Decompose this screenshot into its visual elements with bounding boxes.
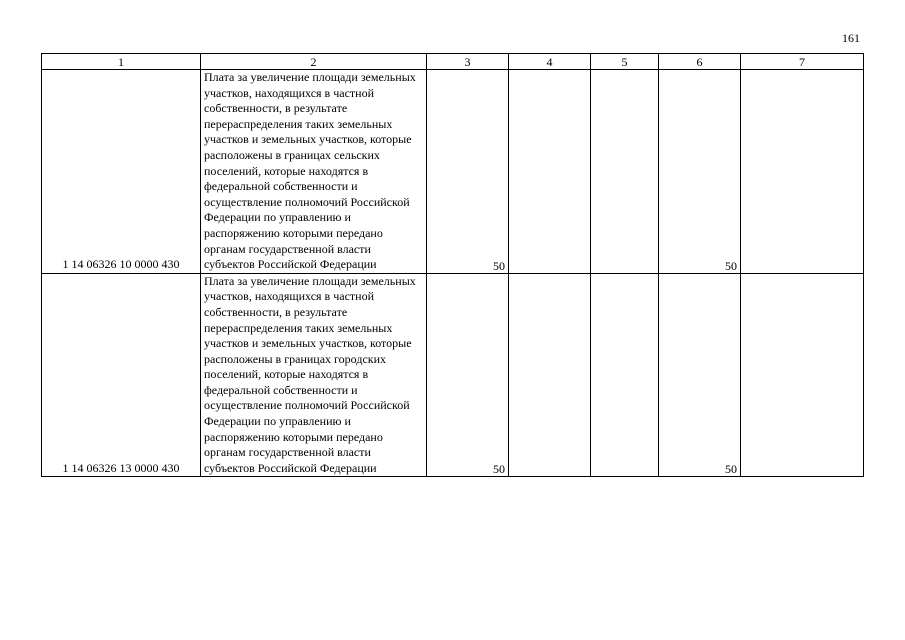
column-header-7: 7 (741, 54, 864, 70)
value-cell-col3: 50 (427, 70, 509, 274)
column-header-5: 5 (591, 54, 659, 70)
value-cell-col5 (591, 273, 659, 477)
column-header-1: 1 (42, 54, 201, 70)
value-cell-col7 (741, 70, 864, 274)
value-cell-col5 (591, 70, 659, 274)
value-cell-col7 (741, 273, 864, 477)
value-cell-col4 (509, 70, 591, 274)
column-header-3: 3 (427, 54, 509, 70)
table-header-row (42, 54, 864, 70)
page-number: 161 (842, 31, 860, 45)
value-cell-col6: 50 (659, 273, 741, 477)
table-row (42, 273, 864, 477)
revenue-table (41, 53, 864, 477)
revenue-code-cell: 1 14 06326 10 0000 430 (42, 70, 201, 274)
value-cell-col3: 50 (427, 273, 509, 477)
revenue-code-cell: 1 14 06326 13 0000 430 (42, 273, 201, 477)
column-header-2: 2 (201, 54, 427, 70)
table-row (42, 70, 864, 274)
column-header-6: 6 (659, 54, 741, 70)
value-cell-col6: 50 (659, 70, 741, 274)
value-cell-col4 (509, 273, 591, 477)
revenue-name-cell: Плата за увеличение площади земельных участков, находящихся в частной собственности, в результате перераспределения таких земельных участков и земельных участков, которые расположены в границах городских поселений, которые находятся в федеральной собственности и осуществление полномочий Российской Федерации по управлению и распоряжению которыми передано органам государственной власти субъектов Российской Федерации (201, 273, 427, 477)
revenue-name-cell: Плата за увеличение площади земельных участков, находящихся в частной собственности, в результате перераспределения таких земельных участков и земельных участков, которые расположены в границах сельских поселений, которые находятся в федеральной собственности и осуществление полномочий Российской Федерации по управлению и распоряжению которыми передано органам государственной власти субъектов Российской Федерации (201, 70, 427, 274)
column-header-4: 4 (509, 54, 591, 70)
